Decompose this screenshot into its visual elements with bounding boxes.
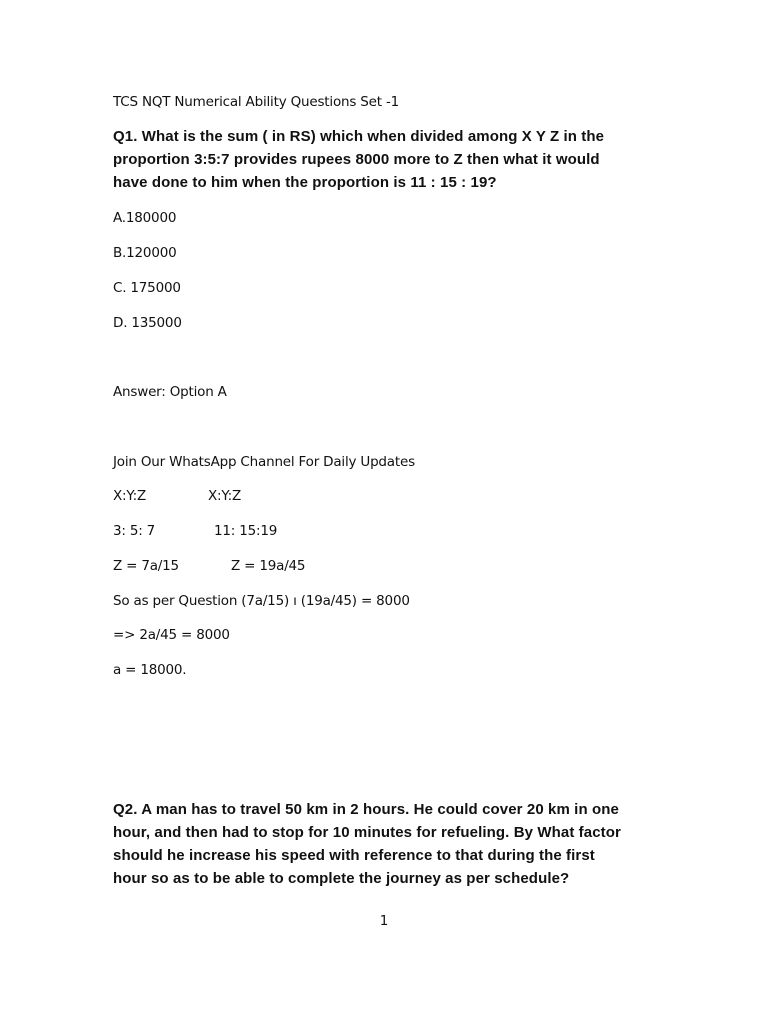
q1-option-b: B.120000 [113, 245, 177, 261]
solution-row [113, 523, 278, 539]
q1-text-line: Q1. What is the sum ( in RS) which when divided among X Y Z in the [113, 128, 605, 145]
solution-right: 11: 15:19 [214, 523, 278, 539]
solution-right: Z = 19a/45 [231, 558, 306, 574]
solution-left: X:Y:Z [113, 488, 147, 504]
q1-option-d: D. 135000 [113, 315, 182, 331]
solution-row [113, 558, 306, 574]
q2-text-line: Q2. A man has to travel 50 km in 2 hours. He could cover 20 km in one [113, 801, 619, 818]
solution-row [113, 488, 242, 504]
q2-text-line: should he increase his speed with reference to that during the first [113, 847, 595, 864]
solution-step: => 2a/45 = 8000 [113, 627, 230, 643]
solution-step: a = 18000. [113, 662, 187, 678]
q1-text-line: proportion 3:5:7 provides rupees 8000 more to Z then what it would [113, 151, 600, 168]
q2-text-line: hour so as to be able to complete the journey as per schedule? [113, 870, 570, 887]
page-number: 1 [379, 913, 389, 929]
q1-option-c: C. 175000 [113, 280, 181, 296]
solution-left: 3: 5: 7 [113, 523, 156, 539]
solution-left: Z = 7a/15 [113, 558, 179, 574]
solution-right: X:Y:Z [208, 488, 242, 504]
q1-answer: Answer: Option A [113, 384, 227, 400]
q2-text-line: hour, and then had to stop for 10 minutes for refueling. By What factor [113, 824, 621, 841]
solution-step: So as per Question (7a/15) ı (19a/45) = 8000 [113, 593, 410, 609]
q1-text-line: have done to him when the proportion is 11 : 15 : 19? [113, 174, 497, 191]
document-title: TCS NQT Numerical Ability Questions Set -1 [113, 94, 400, 110]
q1-option-a: A.180000 [113, 210, 177, 226]
whatsapp-channel-text: Join Our WhatsApp Channel For Daily Updates [113, 454, 415, 470]
